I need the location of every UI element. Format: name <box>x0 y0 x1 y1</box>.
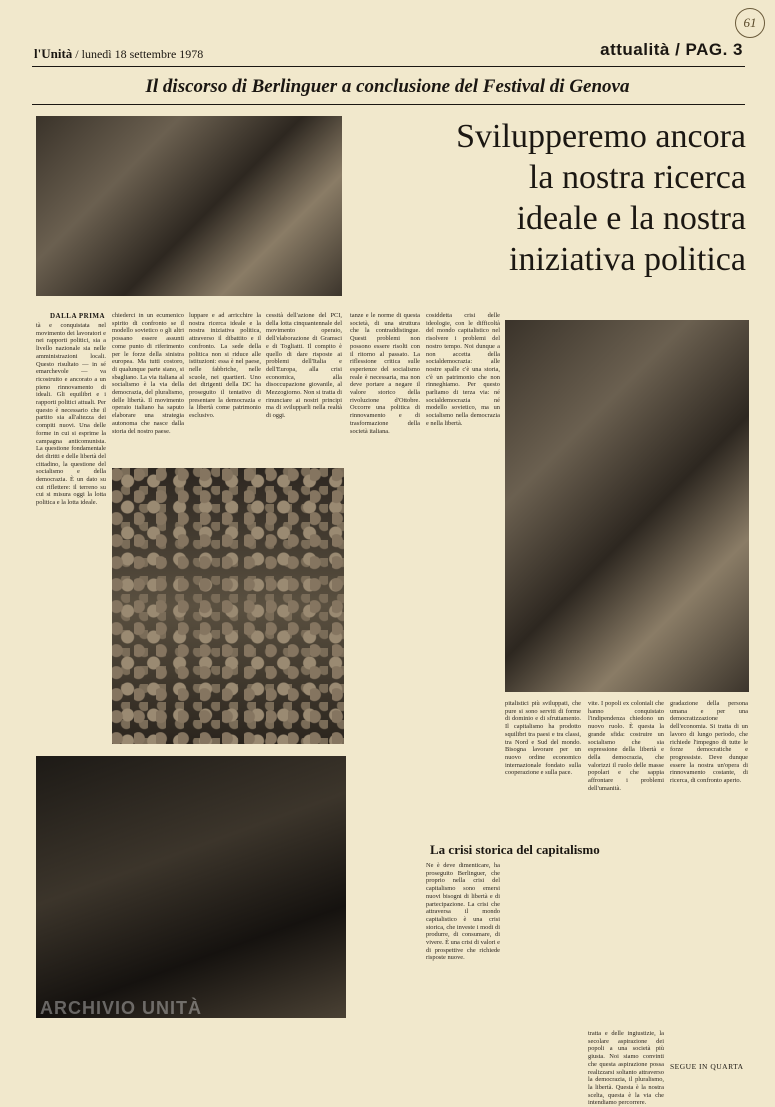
masthead-rule <box>32 66 745 67</box>
separator: / <box>75 47 82 61</box>
headline <box>368 116 746 280</box>
article-column-2 <box>112 312 184 462</box>
photo-berlinguer-speaking <box>36 116 342 296</box>
column-text: tanze e le norme di questa società, di una struttura che la contraddistingue. Questi problemi non possono essere risolti con il ritorno al passato. La riflessione critica sulle esperienze del socialismo reale è necessaria, ma non deve portare a negare il valore storico della rivoluzione d'Ottobre. Occorre una politica di rinnovamento e di trasformazione della società italiana. <box>350 312 420 435</box>
column-text: cosiddetta crisi delle ideologie, con le difficoltà del mondo capitalistico nel risolvere i problemi del nostro tempo. Noi dunque a non accetta della socialdemocrazia: alle nostre spalle c'è una storia, c'è un patrimonio che non rinneghiamo. Per questo parliamo di terza via: né socialdemocrazia né modello sovietico, ma un socialismo nella democrazia e nella libertà. <box>426 312 500 427</box>
column-text: pitalistici più sviluppati, che pure si sono serviti di forme di dominio e di sfruttamento. Il capitalismo ha prodotto squilibri tra paesi e tra classi, tra Nord e Sud del mondo. Bisogna lavorare per un nuovo ordine economico internazionale fondato sulla cooperazione e sulla pace. <box>505 700 581 777</box>
article-column-1 <box>36 322 106 750</box>
archive-number: 61 <box>735 8 765 38</box>
archive-watermark: ARCHIVIO UNITÀ <box>40 998 202 1018</box>
headline-line: ideale e la nostra <box>516 200 746 237</box>
dateline: DALLA PRIMA <box>50 312 106 320</box>
issue-date: lunedì 18 settembre 1978 <box>81 47 204 61</box>
article-subhead: La crisi storica del capitalismo <box>430 842 600 857</box>
column-text: gradazione della persona umana e per una democratizzazione dell'economia. Si tratta di un lavoro di lungo periodo, che richiede l'impegno di tutte le forze democratiche e progressiste. Deve dunque essere la nostra un'opera di rinnovamento costante, di ricerca, di confronto aperto. <box>670 700 748 785</box>
headline-line: iniziativa politica <box>509 241 746 278</box>
photo-festival-crowd <box>112 468 344 744</box>
headline-line: Svilupperemo ancora <box>456 118 746 155</box>
article-column-3 <box>189 312 261 462</box>
headline-line: la nostra ricerca <box>528 159 746 196</box>
article-column-9 <box>588 700 664 1026</box>
separator: / <box>675 40 686 59</box>
column-text: vite. I popoli ex coloniali che hanno conquistato l'indipendenza chiedono un nuovo ruolo. È questa la grande sfida: costruire un socialismo che sia espressione della libertà e della democrazia, che valorizzi il ruolo delle masse popolari e che sappia affrontare i problemi dell'umanità. <box>588 700 664 792</box>
masthead-right <box>600 40 743 60</box>
masthead-left <box>34 46 203 62</box>
article-column-7 <box>426 862 500 1026</box>
article-column-8 <box>505 700 581 1026</box>
article-column-11 <box>588 1030 664 1107</box>
photo-women-singing <box>505 320 749 692</box>
section-name: attualità <box>600 40 670 59</box>
page-number: PAG. 3 <box>685 40 743 59</box>
newspaper-name: l'Unità <box>34 46 73 61</box>
kicker: Il discorso di Berlinguer a conclusione del Festival di Genova <box>145 76 630 97</box>
photo-night-rally <box>36 756 346 1018</box>
column-text: chiederci in un ecumenico spirito di confronto se il modello sovietico o gli altri possano essere assunti come punto di riferimento per le forze della sinistra europea. Ma tutti costoro, di qualunque parte siano, si sbagliano. La via italiana al socialismo è la via della democrazia, del pluralismo, delle libertà. Il movimento operaio italiano ha saputo elaborare una strategia autonoma che nasce dalla storia del nostro paese. <box>112 312 184 435</box>
article-column-10 <box>670 700 748 1056</box>
article-column-6 <box>426 312 500 832</box>
kicker-rule <box>32 104 745 105</box>
column-text: tà e conquistata nel movimento dei lavoratori e nei rapporti politici, sia a livello nazionale sia nelle amministrazioni locali. Questo risultato — in sé emarchevole — va ricostruito e ancorato a un pieno rinnovamento di ideali. Gli equilibri e i rapporti politici attuali. Per questo è necessario che il partito sia all'altezza dei compiti nuovi. Una delle forme in cui si esprime la campagna anticomunista. La questione fondamentale dei diritti e delle libertà del cittadino, la questione del socialismo e della democrazia. È un dato su cui riflettere: il terreno su cui si misura oggi la lotta politica e la lotta ideale. <box>36 322 106 507</box>
article-column-4 <box>266 312 342 462</box>
column-text: Ne è deve dimenticare, ha proseguito Berlinguer, che proprio nella crisi del capitalismo sono emersi nuovi bisogni di libertà e di partecipazione. La crisi che attraversa il mondo capitalistico è una crisi storica, che investe i modi di produrre, di consumare, di vivere. È una crisi di valori e di prospettive che richiede risposte nuove. <box>426 862 500 962</box>
column-text: cessità dell'azione del PCI, della lotta cinquantennale del movimento operaio, dell'elaborazione di Gramsci e di Togliatti. Il compito è quello di dare risposte ai problemi dell'Italia e dell'Europa, alla crisi economica, alla disoccupazione giovanile, al Mezzogiorno. Non si tratta di rinunciare ai nostri principi ma di svilupparli nella realtà di oggi. <box>266 312 342 420</box>
article-column-5 <box>350 312 420 1022</box>
column-text: luppare e ad arricchire la nostra ricerca ideale e la nostra iniziativa politica, attraverso il dibattito e il confronto. La sede della politica non si riduce alle istituzioni: essa è nel paese, nelle fabbriche, nelle scuole, nei quartieri. Uno dei dirigenti della DC ha proseguito il tentativo di presentare la democrazia e la libertà come patrimonio esclusivo. <box>189 312 261 420</box>
column-text: tratta e delle ingiustizie, la secolare aspirazione dei popoli a una società più giusta. Noi siamo convinti che questa aspirazione possa realizzarsi soltanto attraverso la democrazia, il pluralismo, la libertà. Questa è la nostra scelta, questa è la via che intendiamo percorrere. <box>588 1030 664 1107</box>
continued-marker: SEGUE IN QUARTA <box>670 1062 744 1071</box>
